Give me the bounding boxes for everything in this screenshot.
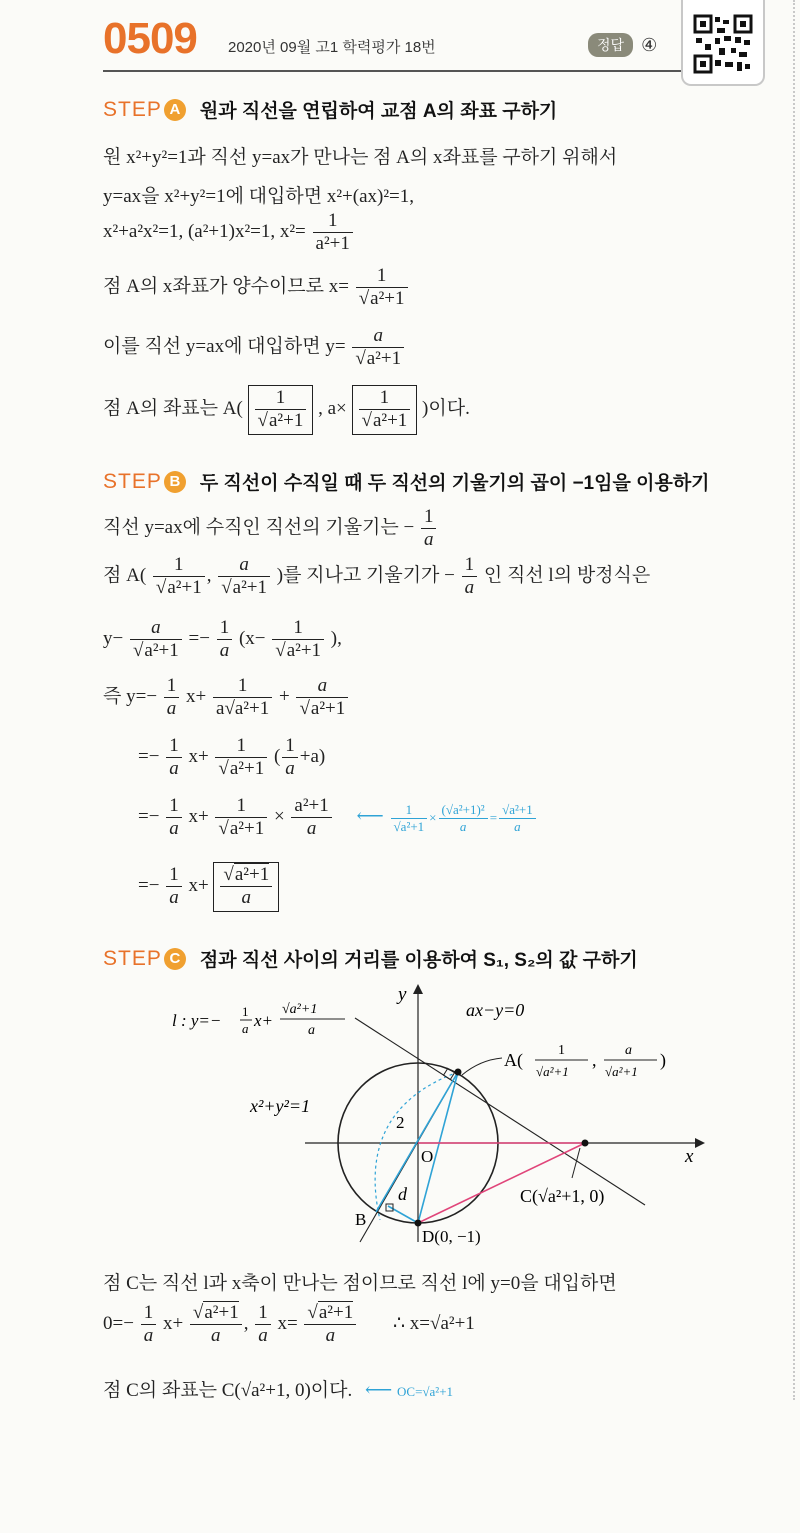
A-label: A( xyxy=(504,1050,523,1070)
x-axis-label: x xyxy=(685,1146,694,1167)
sqrt-sign: √ xyxy=(132,639,144,661)
step-word: STEP xyxy=(103,946,162,970)
fraction xyxy=(291,795,331,841)
denominator: a xyxy=(285,757,295,779)
step-c-line-2-d: x= xyxy=(277,1313,298,1335)
fraction xyxy=(296,675,348,721)
denominator xyxy=(296,698,348,721)
step-b-line-3-d: ), xyxy=(330,628,342,650)
sqrt-sign: √ xyxy=(275,639,286,661)
step-badge-a: A xyxy=(164,99,186,121)
denominator: a xyxy=(258,1324,268,1346)
numerator: 1 xyxy=(359,387,411,410)
radicand: a²+1 xyxy=(204,1302,239,1323)
sqrt-sign: √ xyxy=(361,409,372,431)
problem-source: 2020년 09월 고1 학력평가 18번 xyxy=(228,39,436,56)
radicand: a²+1 xyxy=(372,409,408,431)
radicand: a²+1 xyxy=(234,864,270,885)
A-comma: , xyxy=(592,1050,597,1070)
numerator: 1 xyxy=(166,735,182,758)
sqrt-sign: √ xyxy=(299,697,310,719)
step-a-line-5-text: 이를 직선 y=ax에 대입하면 y= xyxy=(103,336,346,358)
numerator: 1 xyxy=(215,795,267,818)
sqrt-sign: √ xyxy=(223,864,234,885)
numerator: 1 xyxy=(272,617,324,640)
radicand: a²+1 xyxy=(229,757,265,779)
answer-box xyxy=(248,385,314,435)
sqrt-sign: √ xyxy=(192,1302,204,1323)
fraction xyxy=(166,864,182,910)
denominator xyxy=(255,410,307,433)
sqrt-sign: √ xyxy=(257,409,268,431)
step-c-line-2-e: ∴ x=√a²+1 xyxy=(392,1313,475,1335)
line-ax-equation: ax−y=0 xyxy=(466,1000,525,1020)
side-note xyxy=(389,802,538,835)
answer-tag: 정답 xyxy=(588,33,633,57)
step-c-title: 점과 직선 사이의 거리를 이용하여 S₁, S₂의 값 구하기 xyxy=(199,950,638,971)
denominator: a xyxy=(219,639,230,661)
numerator xyxy=(304,1302,356,1325)
problem-number: 0509 xyxy=(103,14,197,63)
fraction xyxy=(352,325,404,371)
step-b-line-5-d: +a) xyxy=(299,746,326,768)
step-a-line-4 xyxy=(103,265,410,311)
step-c-line-2-a: 0=− xyxy=(103,1313,134,1335)
step-b-line-3-b: =− xyxy=(188,628,210,650)
line-l-fraction-one: 1 xyxy=(242,1004,249,1019)
fraction xyxy=(217,617,233,663)
comma: , xyxy=(206,565,212,587)
denominator xyxy=(215,758,267,781)
numerator: 1 xyxy=(141,1302,157,1325)
step-a-title: 원과 직선을 연립하여 교점 A의 좌표 구하기 xyxy=(199,101,558,122)
origin-label: O xyxy=(421,1147,434,1166)
line-l-mid: x+ xyxy=(254,1011,274,1030)
denominator xyxy=(218,577,270,600)
step-b-line-3 xyxy=(103,617,342,663)
step-b-line-7-b: x+ xyxy=(188,875,209,897)
A-x-den: √a²+1 xyxy=(536,1064,569,1079)
numerator: (√a²+1)² xyxy=(439,803,488,819)
numerator: a xyxy=(352,325,404,348)
radicand: a²+1 xyxy=(400,819,425,835)
step-b-line-4-c: + xyxy=(278,686,290,708)
numerator xyxy=(220,864,272,887)
radicand: a²+1 xyxy=(229,817,265,839)
sqrt-sign: √ xyxy=(307,1302,318,1323)
fraction xyxy=(215,795,267,841)
step-b-line-2 xyxy=(103,554,650,600)
answer-box xyxy=(213,862,279,912)
line-l-num: √a²+1 xyxy=(282,1002,318,1017)
numerator: a²+1 xyxy=(291,795,331,818)
sqrt-sign: √ xyxy=(393,819,401,835)
fraction xyxy=(166,795,182,841)
denominator: a xyxy=(169,886,179,908)
radicand: a²+1 xyxy=(144,639,179,661)
fraction xyxy=(141,1302,157,1348)
fraction xyxy=(272,617,324,663)
denominator xyxy=(153,577,205,600)
step-c-line-1: 점 C는 직선 l과 x축이 만나는 점이므로 직선 l에 y=0을 대입하면 xyxy=(103,1273,617,1294)
radicand: a²+1 xyxy=(286,639,322,661)
denominator: a²+1 xyxy=(315,232,350,254)
fraction xyxy=(313,210,353,256)
denominator xyxy=(272,640,324,663)
numerator xyxy=(190,1302,242,1325)
qr-code-box[interactable] xyxy=(681,0,765,86)
A-x-num: 1 xyxy=(558,1043,565,1058)
circle-equation: x²+y²=1 xyxy=(250,1096,311,1116)
line-l-den: a xyxy=(308,1023,315,1038)
fraction xyxy=(130,617,182,663)
step-word: STEP xyxy=(103,469,162,493)
label-two: 2 xyxy=(396,1113,405,1132)
step-b-line-1-text: 직선 y=ax에 수직인 직선의 기울기는 − xyxy=(103,517,415,539)
fraction xyxy=(499,803,536,835)
numerator: 1 xyxy=(462,554,478,577)
fraction xyxy=(213,675,272,721)
fraction xyxy=(255,387,307,433)
step-c-heading xyxy=(103,945,638,972)
numerator: 1 xyxy=(282,735,298,758)
step-badge-c: C xyxy=(164,948,186,970)
radicand: a²+1 xyxy=(232,576,267,598)
radicand: a²+1 xyxy=(318,1302,354,1323)
denominator: a xyxy=(464,576,475,598)
step-a-line-4-text: 점 A의 x좌표가 양수이므로 x= xyxy=(103,276,349,298)
step-b-line-2-a: 점 A( xyxy=(103,565,147,587)
sqrt-sign: √ xyxy=(358,287,370,309)
denominator xyxy=(215,818,267,841)
fraction xyxy=(220,864,272,910)
denominator: a xyxy=(143,1324,154,1346)
arrow-left-icon: ⟵ xyxy=(365,1380,393,1401)
fraction xyxy=(166,735,182,781)
step-a-line-6-text: 점 A의 좌표는 A( xyxy=(103,398,243,420)
fraction xyxy=(215,735,267,781)
numerator: 1 xyxy=(153,554,205,577)
radicand: a²+1 xyxy=(310,697,346,719)
step-a-line-5 xyxy=(103,325,406,371)
fraction xyxy=(255,1302,271,1348)
step-a-line-3 xyxy=(103,210,355,256)
step-b-line-4-b: x+ xyxy=(186,686,207,708)
step-badge-b: B xyxy=(164,471,186,493)
step-b-line-1 xyxy=(103,506,438,552)
step-b-line-5-c: ( xyxy=(273,746,281,768)
step-a-line-6-end: )이다. xyxy=(422,398,470,420)
step-b-line-2-b: )를 지나고 기울기가 − xyxy=(276,565,455,587)
line-l-prefix: l : y=− xyxy=(172,1011,222,1030)
step-b-line-6-a: =− xyxy=(138,806,160,828)
segment-DC xyxy=(418,1143,585,1223)
numerator: 1 xyxy=(421,506,437,529)
numerator: 1 xyxy=(313,210,353,233)
answer-block xyxy=(588,33,657,57)
step-b-line-7 xyxy=(138,862,279,912)
radicand: a²+1 xyxy=(370,287,405,309)
step-b-line-5-b: x+ xyxy=(188,746,209,768)
page-margin-rule xyxy=(793,0,797,1400)
sqrt-sign: √ xyxy=(218,817,229,839)
step-a-line-6-mid: , a× xyxy=(318,398,347,420)
numerator xyxy=(499,803,536,819)
numerator: a xyxy=(218,554,270,577)
step-b-line-6-b: x+ xyxy=(188,806,209,828)
answer-value: ④ xyxy=(641,34,658,55)
step-b-line-4 xyxy=(103,675,350,721)
numerator: 1 xyxy=(166,864,182,887)
step-a-line-1: 원 x²+y²=1과 직선 y=ax가 만나는 점 A의 x좌표를 구하기 위해서 xyxy=(103,147,618,168)
d-label: d xyxy=(398,1184,407,1204)
numerator: 1 xyxy=(356,265,408,288)
step-b-line-7-a: =− xyxy=(138,875,160,897)
denominator: a xyxy=(423,528,434,550)
denominator xyxy=(359,410,411,433)
radicand: a²+1 xyxy=(509,802,533,818)
D-label: D(0, −1) xyxy=(422,1227,481,1246)
numerator: 1 xyxy=(391,803,428,819)
numerator: 1 xyxy=(166,795,182,818)
point-C xyxy=(582,1140,589,1147)
numerator: 1 xyxy=(217,617,233,640)
step-b-line-3-a: y− xyxy=(103,628,124,650)
A-y-num: a xyxy=(625,1043,632,1058)
step-c-line-3-a: 점 C의 좌표는 C(√a²+1, 0)이다. xyxy=(103,1380,353,1401)
answer-box xyxy=(352,385,418,435)
step-a-line-6 xyxy=(103,385,470,435)
arrow-left-icon: ⟵ xyxy=(356,806,384,828)
denominator: a xyxy=(169,817,179,839)
numerator: 1 xyxy=(164,675,180,698)
step-c-line-2-c: , xyxy=(243,1313,249,1335)
fraction xyxy=(190,1302,242,1348)
denominator: a xyxy=(306,817,317,839)
y-axis-arrow-icon xyxy=(413,984,423,994)
denominator: a xyxy=(514,819,521,835)
segment-BA xyxy=(376,1072,458,1212)
step-b-line-3-c: (x− xyxy=(238,628,266,650)
step-b-line-6 xyxy=(138,795,538,841)
radicand: a²+1 xyxy=(366,347,402,369)
header-rule xyxy=(103,70,681,72)
step-b-line-6-c: × xyxy=(273,806,285,828)
denominator: a√a²+1 xyxy=(216,697,270,719)
A-pointer xyxy=(462,1058,502,1075)
step-b-line-5 xyxy=(138,735,325,781)
A-y-den: √a²+1 xyxy=(605,1064,638,1079)
geometry-diagram xyxy=(140,980,740,1250)
denominator: a xyxy=(241,886,252,908)
fraction xyxy=(356,265,408,311)
fraction xyxy=(304,1302,356,1348)
x-axis-arrow-icon xyxy=(695,1138,705,1148)
sqrt-sign: √ xyxy=(218,757,229,779)
numerator: 1 xyxy=(213,675,272,698)
line-l-fraction-a: a xyxy=(242,1021,249,1036)
denominator: a xyxy=(169,757,179,779)
A-close: ) xyxy=(660,1050,666,1070)
step-b-title: 두 직선이 수직일 때 두 직선의 기울기의 곱이 −1임을 이용하기 xyxy=(199,473,710,494)
step-a-heading xyxy=(103,96,557,123)
denominator: a xyxy=(211,1324,221,1346)
fraction xyxy=(462,554,478,600)
numerator: 1 xyxy=(215,735,267,758)
fraction xyxy=(421,506,437,552)
fraction xyxy=(391,803,428,835)
side-note: OC=√a²+1 xyxy=(397,1384,454,1399)
step-a-line-3-text: x²+a²x²=1, (a²+1)x²=1, x²= xyxy=(103,221,306,243)
fraction xyxy=(282,735,298,781)
sqrt-sign: √ xyxy=(355,347,366,369)
step-b-line-4-a: 즉 y=− xyxy=(103,686,158,708)
denominator: a xyxy=(166,697,177,719)
step-c-line-2-b: x+ xyxy=(162,1313,184,1335)
qr-code-icon[interactable] xyxy=(693,14,753,74)
point-A xyxy=(455,1069,462,1076)
numerator: a xyxy=(296,675,348,698)
radicand: a²+1 xyxy=(268,409,304,431)
C-pointer xyxy=(572,1148,580,1178)
y-axis-label: y xyxy=(398,984,407,1005)
step-b-heading xyxy=(103,468,710,495)
step-c-line-2 xyxy=(103,1302,475,1348)
numerator: 1 xyxy=(255,387,307,410)
denominator: a xyxy=(325,1324,336,1346)
equals-sign: = xyxy=(489,810,498,826)
fraction xyxy=(153,554,205,600)
step-b-line-5-a: =− xyxy=(138,746,160,768)
point-D xyxy=(415,1220,422,1227)
numerator: 1 xyxy=(255,1302,271,1325)
step-b-line-2-c: 인 직선 l의 방정식은 xyxy=(483,565,651,587)
step-a-line-2: y=ax을 x²+y²=1에 대입하면 x²+(ax)²=1, xyxy=(103,186,415,207)
step-word: STEP xyxy=(103,97,162,121)
denominator xyxy=(391,819,428,835)
fraction xyxy=(218,554,270,600)
fraction xyxy=(164,675,180,721)
sqrt-sign: √ xyxy=(502,802,510,818)
numerator: a xyxy=(130,617,182,640)
radicand: a²+1 xyxy=(167,576,202,598)
fraction xyxy=(359,387,411,433)
C-label: C(√a²+1, 0) xyxy=(520,1186,605,1206)
sqrt-sign: √ xyxy=(155,576,167,598)
denominator xyxy=(130,640,182,663)
B-label: B xyxy=(355,1210,367,1229)
denominator xyxy=(356,288,408,311)
denominator: a xyxy=(459,819,467,835)
times-sign: × xyxy=(429,810,437,826)
sqrt-sign: √ xyxy=(221,576,232,598)
fraction xyxy=(439,803,488,835)
denominator xyxy=(352,348,404,371)
step-c-line-3 xyxy=(103,1375,453,1402)
